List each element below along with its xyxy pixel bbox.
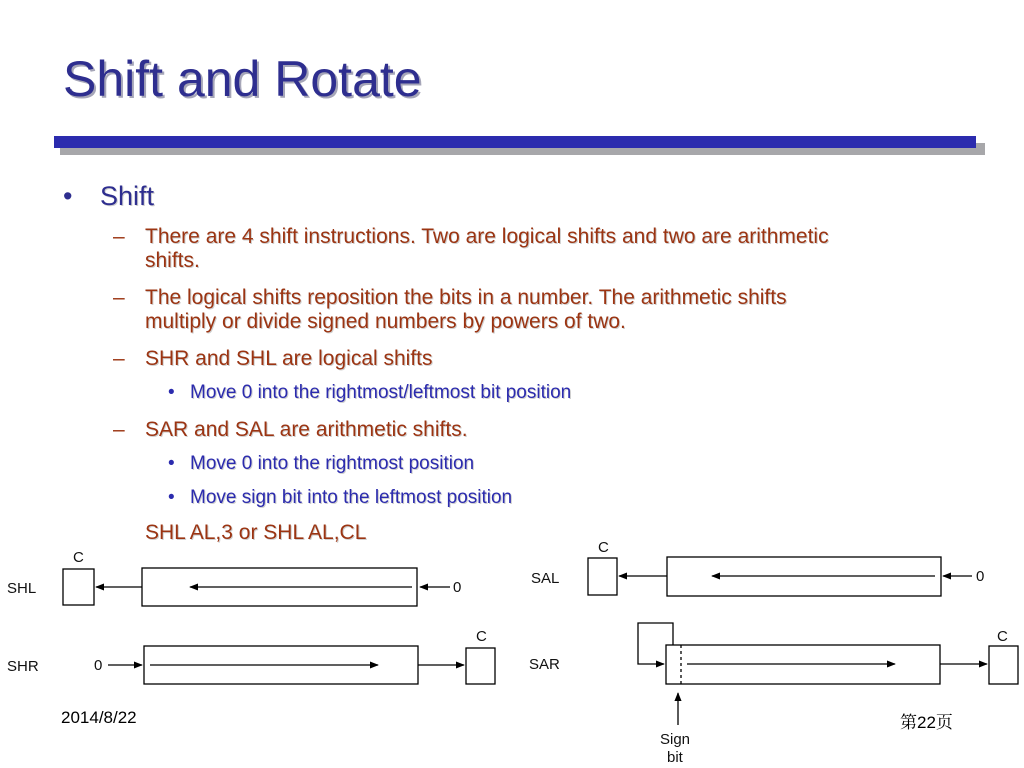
sal-diagram [588,557,972,596]
dash-marker: – [113,418,125,441]
code-example: SHL AL,3 or SHL AL,CL [145,521,367,544]
shr-carry-label: C [476,628,487,645]
bullet-marker: • [168,487,175,508]
subbullet-shr-shl: SHR and SHL are logical shifts [145,347,433,370]
sal-carry-box [588,558,617,595]
dash-marker: – [113,347,125,370]
shr-input-label: 0 [94,657,103,674]
subbullet-logical-line1: The logical shifts reposition the bits in a number. The arithmetic shifts [145,286,787,309]
sar-bit-label: bit [667,749,683,766]
subbullet-sar-sal: SAR and SAL are arithmetic shifts. [145,418,468,441]
shl-label: SHL [7,580,37,597]
dash-marker: – [113,286,125,309]
footer-page-number: 第22页 [900,713,953,732]
bullet-marker: • [63,181,73,211]
bullet-marker: • [168,453,175,474]
bullet-shift: Shift [100,181,155,211]
sar-diagram [638,623,1018,725]
sal-input-label: 0 [976,568,985,585]
shl-carry-box [63,569,94,605]
subbullet-shift-count-line1: There are 4 shift instructions. Two are logical shifts and two are arithmetic [145,225,829,248]
sar-carry-box [989,646,1018,684]
subsubbullet-rightmost-leftmost: Move 0 into the rightmost/leftmost bit position [190,382,572,403]
sal-carry-label: C [598,539,609,556]
sar-carry-label: C [997,628,1008,645]
bullet-marker: • [168,382,175,403]
subsubbullet-sign-bit: Move sign bit into the leftmost position [190,487,513,508]
slide-title: Shift and Rotate [63,51,422,107]
shl-carry-label: C [73,549,84,566]
subsubbullet-rightmost: Move 0 into the rightmost position [190,453,475,474]
sar-label: SAR [529,656,560,673]
subbullet-shift-count-line2: shifts. [145,249,200,272]
footer-date: 2014/8/22 [61,708,137,727]
sar-sign-label: Sign [660,731,691,748]
shl-input-label: 0 [453,579,462,596]
sal-label: SAL [531,570,560,587]
dash-marker: – [113,225,125,248]
subbullet-logical-line2: multiply or divide signed numbers by powers of two. [145,310,626,333]
shr-diagram [108,646,495,684]
shr-label: SHR [7,658,39,675]
shr-carry-box [466,648,495,684]
shl-diagram [63,568,450,606]
